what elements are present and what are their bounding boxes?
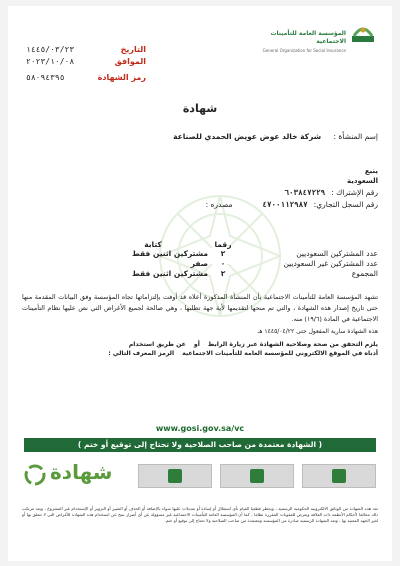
subscription-number: ٦٠٣٨٤٧٢٢٩ [284, 188, 326, 197]
logo-title: المؤسسة العامة للتأمينات الاجتماعية [270, 30, 346, 45]
cr-label: رقم السجل التجاري: [313, 200, 378, 209]
verification-link[interactable]: www.gosi.gov.sa/vc [155, 424, 245, 433]
counts-row-num: ٢ [220, 269, 226, 278]
gregorian-date-value: ٢٠٢٣/١٠/٠٨ [26, 57, 75, 66]
shahada-logo-icon [24, 464, 46, 486]
verify-line2b: الرمز المعرف التالي : [108, 350, 175, 357]
counts-row-text: مشتركين اثنين فقط [132, 249, 208, 258]
source-label: مصدره : [205, 200, 233, 209]
counts-header [78, 240, 378, 249]
verify-line1: يلزم التحقق من صحة وصلاحية الشهادة عبر زيارة الرابط [207, 341, 378, 348]
counts-row-num: ٢ [220, 249, 226, 258]
logo-subtitle: General Organization for Social Insurance [262, 48, 346, 53]
service-tile [302, 464, 376, 488]
service-tile [220, 464, 294, 488]
counts-row-text: صفر [190, 259, 208, 268]
legal-disclaimer: تعد هذه الشهادة من الوثائق الالكترونية الحكومية الرسمية ، ويحظر قطعيا القيام بأي استغلال أو إساءة أو تعديلات عليها سواء بالإضافة أو الحذف أو التغيير أو التزوير أو الإستخدام غير المشروع ، ويعد مرتكب ذلك مخالفا لأحكام الأنظمة ذات العلاقة ويعرض للعقوبات المقررة نظاما ، كما أن المؤسسة العامة للتأمينات الاجتماعية غير مسؤولة عن أي أضرار تنتج عن استخدام هذه الشهادة للأغراض التي لا تتعلق بها أو لغير الجهة المعنية بها ، وتعد الشهادة الرسمية صادرة من المؤسسة ومعتمدة من صاحب الصلاحية ولا تحتاج إلى توقيع أو ختم. [22, 506, 378, 524]
service-tile [138, 464, 212, 488]
verify-or: أو [193, 341, 200, 348]
verification-instructions [78, 340, 378, 358]
counts-header-num: رقما [214, 240, 232, 249]
gosi-logo-icon [350, 22, 376, 46]
certificate-statement: تشهد المؤسسة العامة للتأمينات الاجتماعية بأن المنشأة المذكورة أعلاه قد أوفت بإلتزاماتها تجاه المؤسسة وفق البيانات المقدمة منها حتى تاريخ إصدار هذه الشهادة ، والتي تم منحها لتقديمها لأية جهة تطلبها ، وهي صالحة لجميع الأغراض التي نص عليها نظام التأمينات الاجتماعية في المادة (١٩/٦) منه. [22, 293, 378, 323]
shahada-brand-text: شهادة [50, 460, 113, 484]
counts-row-label: المجموع [351, 269, 378, 278]
service-tiles [138, 464, 376, 488]
validity-text: هذه الشهادة سارية المفعول حتى ١٤٤٥/٠٤/٢٢ هـ [257, 328, 378, 335]
counts-header-text: كتابة [144, 240, 162, 249]
gregorian-date-row [26, 56, 146, 68]
hijri-date-row [26, 44, 146, 56]
gosi-logo [256, 20, 376, 62]
address-country: السعودية [347, 177, 378, 185]
counts-row [78, 259, 378, 269]
certificate-number-row [26, 72, 146, 84]
establishment-label: إسم المنشأة : [333, 132, 378, 141]
subscriber-counts [78, 240, 378, 279]
counts-row-num: ٠ [220, 259, 226, 268]
certificate-number-value: ٥٨٠٩٤٣٩٥ [26, 73, 65, 82]
subscription-row [128, 187, 378, 199]
service-icon [332, 469, 346, 483]
hijri-date-label: التاريخ [120, 45, 146, 54]
address-city: ينبع [364, 167, 378, 175]
shahada-brand [22, 460, 122, 490]
verify-line2: أدناه في الموقع الالكتروني للمؤسسة العامة للتأمينات الاجتماعية [182, 350, 378, 357]
cr-number: ٤٧٠٠١١٢٩٨٧ [262, 200, 308, 209]
counts-row [78, 269, 378, 279]
service-icon [168, 469, 182, 483]
certificate-number-label: رمز الشهادة [97, 73, 146, 82]
verify-line1b: عن طريق استخدام [128, 341, 186, 348]
approval-banner: ( الشهادة معتمدة من صاحب الصلاحية ولا تحتاج إلى توقيع أو ختم ) [24, 438, 376, 452]
counts-row [78, 249, 378, 259]
establishment-name [173, 132, 378, 141]
subscription-label: رقم الإشتراك : [331, 188, 378, 197]
verify-row [78, 349, 378, 358]
address-block [347, 166, 378, 186]
counts-row-text: مشتركين اثنين فقط [132, 269, 208, 278]
verify-row [78, 340, 378, 349]
hijri-date-value: ١٤٤٥/٠٣/٢٣ [26, 45, 75, 54]
counts-row-label: عدد المشتركين السعوديين [296, 249, 378, 258]
counts-row-label: عدد المشتركين غير السعوديين [283, 259, 378, 268]
cr-row [128, 199, 378, 211]
establishment-value: شركة خالد عوض عويض الحمدي للصناعة [173, 132, 322, 141]
identifiers [128, 187, 378, 211]
page-title: شهادة [182, 102, 218, 115]
service-icon [250, 469, 264, 483]
gregorian-date-label: الموافق [114, 57, 146, 66]
certificate-page [8, 6, 392, 561]
certificate-meta [26, 44, 146, 84]
